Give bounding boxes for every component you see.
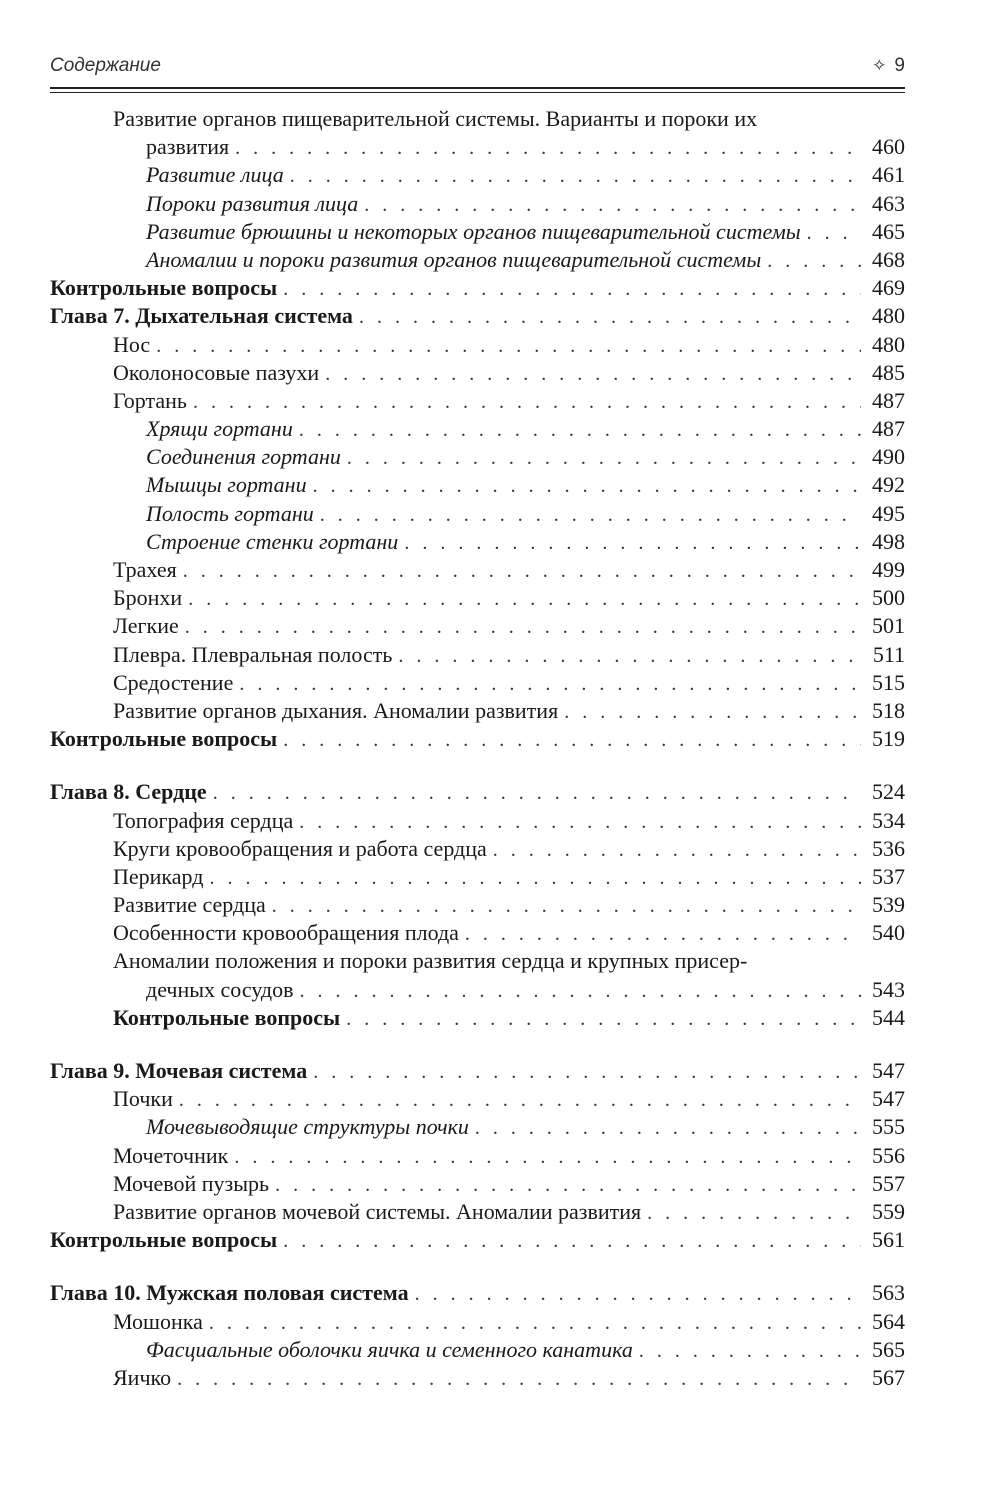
toc-entry-title-line1: Аномалии положения и пороки развития сердца и крупных присер- [113, 948, 748, 974]
toc-entry-title: Контрольные вопросы [113, 1004, 341, 1030]
toc-entry-page: 539 [872, 892, 905, 918]
toc-entry-page: 534 [872, 807, 905, 833]
toc-entry-page: 511 [872, 641, 905, 667]
toc-entry[interactable] [146, 218, 905, 246]
toc-entry[interactable] [146, 415, 905, 443]
toc-entry[interactable] [113, 641, 905, 669]
toc-entry[interactable] [113, 105, 905, 161]
toc-entry[interactable] [113, 1170, 905, 1198]
toc-entry[interactable] [113, 891, 905, 919]
dot-leader [290, 162, 861, 190]
dot-leader [177, 1365, 861, 1393]
toc-entry-page: 555 [872, 1114, 905, 1140]
toc-entry[interactable] [113, 1142, 905, 1170]
toc-entry[interactable] [113, 584, 905, 612]
toc-entry-page: 465 [872, 218, 905, 244]
toc-entry-title: Околоносовые пазухи [113, 359, 320, 385]
toc-entry-title: Мочевыводящие структуры почки [146, 1114, 469, 1140]
toc-entry-page: 500 [872, 585, 905, 611]
dot-leader [475, 1114, 861, 1142]
toc-entry-page: 567 [872, 1364, 905, 1390]
dot-leader [183, 557, 861, 585]
toc-entry[interactable] [146, 161, 905, 189]
toc-entry[interactable] [113, 612, 905, 640]
toc-entry-title: Гортань [113, 387, 187, 413]
toc-entry-title: Пороки развития лица [146, 190, 359, 216]
dot-leader [359, 303, 861, 331]
toc-entry[interactable] [113, 1085, 905, 1113]
toc-entry[interactable] [146, 1113, 905, 1141]
toc-entry[interactable] [113, 1198, 905, 1226]
toc-entry-page: 492 [872, 472, 905, 498]
toc-entry-title: Развитие лица [146, 162, 284, 188]
dot-leader [364, 191, 861, 219]
toc-entry[interactable] [113, 947, 905, 1003]
toc-entry[interactable] [146, 500, 905, 528]
toc-entry-title: Строение стенки гортани [146, 528, 399, 554]
toc-entry[interactable] [113, 807, 905, 835]
dot-leader [235, 134, 861, 162]
toc-entry[interactable] [113, 359, 905, 387]
toc-entry-title: Мошонка [113, 1308, 203, 1334]
toc-entry[interactable] [50, 274, 905, 302]
toc-entry[interactable] [113, 556, 905, 584]
toc-entry-page: 563 [872, 1280, 905, 1306]
toc-entry[interactable] [146, 471, 905, 499]
toc-entry-page: 490 [872, 444, 905, 470]
toc-entry[interactable] [50, 1279, 905, 1307]
dot-leader [404, 529, 861, 557]
toc-entry-title: Развитие органов дыхания. Аномалии развития [113, 697, 559, 723]
dot-leader [239, 670, 861, 698]
toc-entry[interactable] [113, 331, 905, 359]
toc-entry-page: 469 [872, 275, 905, 301]
dot-leader [209, 1309, 861, 1337]
toc-entry-title: Контрольные вопросы [50, 1227, 278, 1253]
dot-leader [213, 779, 861, 807]
toc-entry-page: 460 [872, 134, 905, 160]
dot-leader [185, 613, 861, 641]
header-rule-thick [50, 87, 905, 89]
toc-entry-title: Круги кровообращения и работа сердца [113, 835, 487, 861]
toc-entry-title: Особенности кровообращения плода [113, 920, 459, 946]
toc-entry-title: дечных сосудов [146, 976, 294, 1002]
toc-entry-page: 543 [872, 976, 905, 1002]
dot-leader [179, 1086, 861, 1114]
dot-leader [313, 472, 861, 500]
toc-entry-page: 463 [872, 190, 905, 216]
toc-entry[interactable] [146, 443, 905, 471]
toc-entry-title: Контрольные вопросы [50, 726, 278, 752]
dot-leader [299, 808, 861, 836]
toc-entry[interactable] [113, 835, 905, 863]
dot-leader [639, 1337, 861, 1365]
toc-entry-title-line1: Развитие органов пищеварительной системы. Варианты и пороки их [113, 106, 758, 131]
toc-entry-page: 498 [872, 528, 905, 554]
toc-entry-title: Перикард [113, 863, 204, 889]
toc-entry[interactable] [113, 919, 905, 947]
toc-entry[interactable] [146, 190, 905, 218]
toc-entry-page: 487 [872, 387, 905, 413]
toc-entry[interactable] [50, 725, 905, 753]
toc-entry[interactable] [146, 1336, 905, 1364]
toc-entry[interactable] [113, 1004, 905, 1032]
toc-entry-page: 501 [872, 613, 905, 639]
dot-leader [493, 836, 861, 864]
dot-leader [320, 501, 861, 529]
toc-entry-page: 540 [872, 920, 905, 946]
toc-entry[interactable] [113, 387, 905, 415]
toc-entry-title: Легкие [113, 613, 179, 639]
toc-entry-page: 468 [872, 246, 905, 272]
dot-leader [275, 1171, 861, 1199]
dot-leader [193, 388, 861, 416]
toc-entry-page: 485 [872, 359, 905, 385]
toc-entry[interactable] [50, 302, 905, 330]
dot-leader [283, 275, 861, 303]
dot-leader [272, 892, 861, 920]
toc-entry-title: Мочевой пузырь [113, 1170, 270, 1196]
dot-leader [325, 360, 861, 388]
dot-leader [209, 864, 861, 892]
toc-entry-title: Аномалии и пороки развития органов пищеварительной системы [146, 246, 762, 272]
toc-entry-title: Плевра. Плевральная полость [113, 641, 393, 667]
section-title: Содержание [50, 55, 161, 76]
dot-leader [156, 332, 861, 360]
toc-entry-page: 487 [872, 416, 905, 442]
dot-leader [347, 444, 861, 472]
dot-leader [299, 416, 861, 444]
toc-entry-title: Развитие брюшины и некоторых органов пищеварительной системы [146, 218, 801, 244]
toc-entry-page: 559 [872, 1198, 905, 1224]
toc-entry-title: развития [146, 134, 230, 160]
header-rule-thin [50, 92, 905, 93]
toc-entry[interactable] [113, 697, 905, 725]
toc-entry-page: 565 [872, 1336, 905, 1362]
page-number-block [872, 55, 905, 77]
toc-entry-title: Глава 8. Сердце [50, 779, 207, 805]
toc-entry[interactable] [146, 246, 905, 274]
toc-entry-title: Нос [113, 331, 151, 357]
toc-entry-page: 561 [872, 1227, 905, 1253]
dot-leader [564, 698, 861, 726]
dot-leader [313, 1058, 861, 1086]
ornament-icon: ✧ [872, 56, 887, 75]
dot-leader [807, 219, 861, 247]
toc-entry-page: 536 [872, 835, 905, 861]
toc-entry-title: Развитие органов мочевой системы. Аномалии развития [113, 1198, 642, 1224]
toc-entry-page: 556 [872, 1142, 905, 1168]
dot-leader [283, 726, 861, 754]
dot-leader [465, 920, 861, 948]
toc-entry-page: 515 [872, 669, 905, 695]
page-number: 9 [894, 55, 905, 76]
toc-entry-page: 499 [872, 557, 905, 583]
toc-entry-title: Глава 9. Мочевая система [50, 1058, 308, 1084]
running-header [50, 55, 905, 79]
toc-entry-title: Хрящи гортани [146, 416, 293, 442]
toc-entry-title: Бронхи [113, 585, 183, 611]
table-of-contents [50, 105, 905, 1392]
toc-entry-page: 519 [872, 726, 905, 752]
toc-entry[interactable] [113, 863, 905, 891]
dot-leader [300, 977, 861, 1005]
toc-entry-page: 547 [872, 1086, 905, 1112]
toc-entry-page: 495 [872, 500, 905, 526]
toc-entry[interactable] [50, 778, 905, 806]
toc-entry-page: 544 [872, 1004, 905, 1030]
toc-entry-title: Топография сердца [113, 807, 294, 833]
toc-entry[interactable] [50, 1226, 905, 1254]
toc-entry-page: 564 [872, 1308, 905, 1334]
toc-entry-page: 461 [872, 162, 905, 188]
dot-leader [283, 1227, 861, 1255]
toc-entry-title: Соединения гортани [146, 444, 341, 470]
toc-entry-title: Почки [113, 1086, 173, 1112]
toc-entry-page: 524 [872, 779, 905, 805]
toc-entry-page: 480 [872, 303, 905, 329]
dot-leader [188, 585, 861, 613]
toc-entry-title: Трахея [113, 557, 177, 583]
dot-leader [346, 1005, 861, 1033]
dot-leader [234, 1143, 861, 1171]
toc-entry-page: 557 [872, 1170, 905, 1196]
dot-leader [415, 1280, 861, 1308]
toc-entry-title: Мочеточник [113, 1142, 229, 1168]
toc-entry-title: Полость гортани [146, 500, 314, 526]
dot-leader [767, 247, 861, 275]
toc-entry[interactable] [113, 1308, 905, 1336]
toc-entry-title: Глава 10. Мужская половая система [50, 1280, 409, 1306]
toc-entry-title: Яичко [113, 1364, 172, 1390]
toc-entry-page: 537 [872, 863, 905, 889]
toc-entry[interactable] [146, 528, 905, 556]
dot-leader [647, 1199, 861, 1227]
toc-entry-title: Мышцы гортани [146, 472, 307, 498]
dot-leader [398, 642, 861, 670]
toc-entry-title: Глава 7. Дыхательная система [50, 303, 353, 329]
toc-entry-page: 480 [872, 331, 905, 357]
toc-entry-title: Развитие сердца [113, 892, 266, 918]
toc-entry-title: Фасциальные оболочки яичка и семенного канатика [146, 1336, 633, 1362]
toc-entry[interactable] [113, 1364, 905, 1392]
toc-entry[interactable] [113, 669, 905, 697]
toc-entry-page: 547 [872, 1058, 905, 1084]
toc-entry-title: Контрольные вопросы [50, 275, 278, 301]
toc-entry-page: 518 [872, 697, 905, 723]
toc-entry[interactable] [50, 1057, 905, 1085]
toc-entry-title: Средостение [113, 669, 234, 695]
